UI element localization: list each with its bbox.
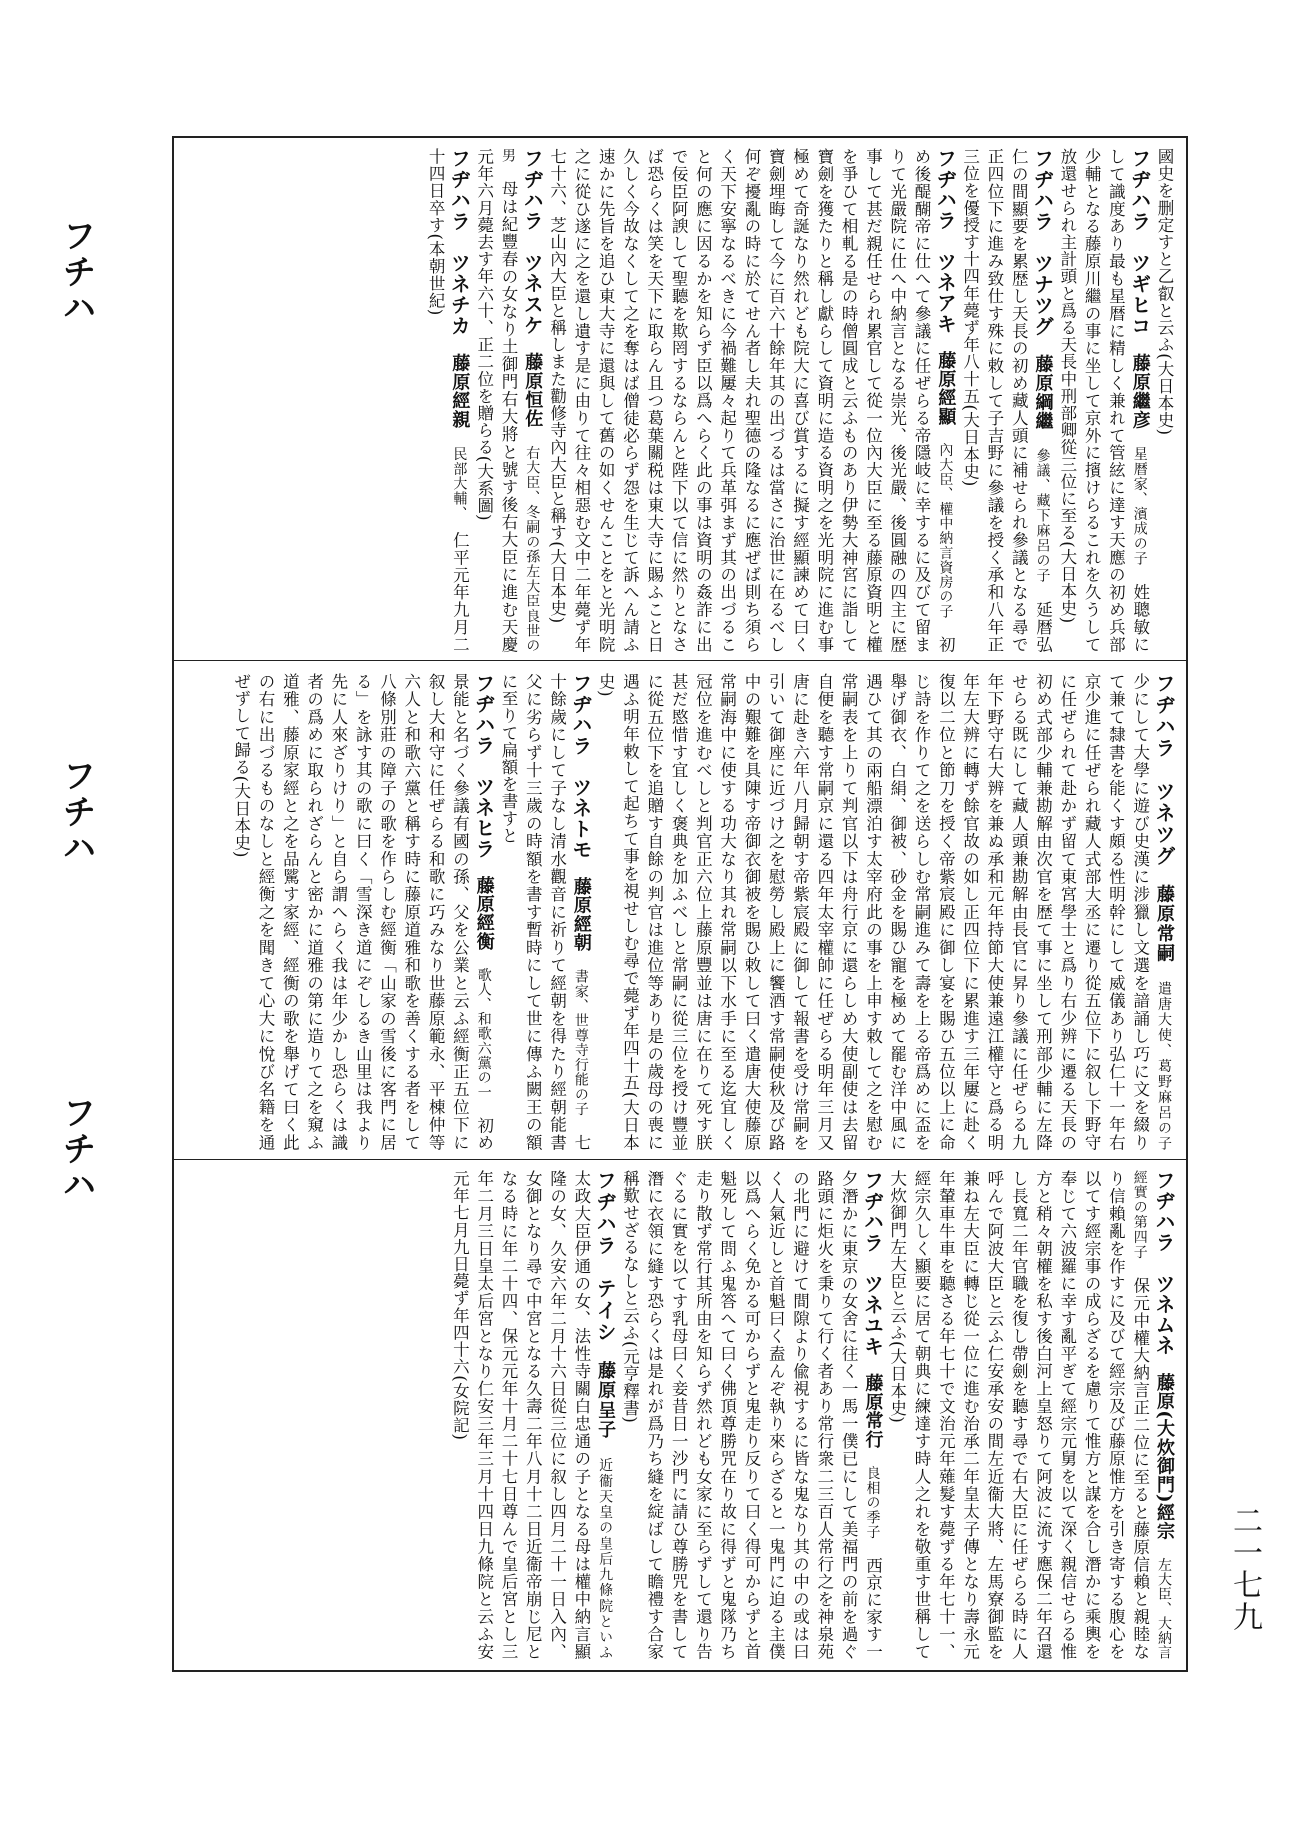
entry-headword: フヂハラ ツネスケ [520,148,545,336]
entry-note: 書家、世尊寺行能の子 [572,969,589,1117]
entry-body: 仁平元年九月二十四日卒す(本朝世紀) [426,148,470,653]
entry-headword: フヂハラ ツナツグ [1030,148,1055,338]
entry-fujiwara-tsuneaki [544,148,957,653]
entry-note: 內大臣、權中納言資房の子 [937,442,954,619]
entry-note: 民部大輔、 [451,446,468,515]
entry-headword: フヂハラ ツネムネ [1152,1170,1176,1356]
entry-body: 保元中權大納言正二位に至ると藤原信賴と親睦なり信賴亂を作すに及びて經宗及び藤原惟方を引き寄する腹心を以てす經宗事の成らざるを慮りて惟方と謀を合し潛かに乘輿を奉じて六波羅に幸す亂平ぎて經宗元舅を以て深く親信せらる惟方と稍々朝權を私す後白河上皇怒りて阿波に流す應保二年召還し長寬二年官職を復し帶劍を聽す尋で右大臣に任ぜらる時に人呼んで阿波大臣と云ふ仁安承安の間左近衞大將、左馬寮御監を兼ね左大臣に轉じ從一位に進む治承二年皇太子傳となり壽永元年輦車牛車を聽さる年七十で文治元年薙髮す薨ずる年七十一、經宗久しく顯要に居て朝典に練達す時人之れを敬重す世稱して大炊御門左大臣と云ふ(大日本史) [887,1170,1150,1660]
entry-headword: フヂハラ ツネツグ [1152,673,1176,867]
entry-name: 藤原呈子 [595,1361,617,1440]
entry-fujiwara-tsunehira [228,673,495,1151]
tier-divider [174,660,1186,661]
entry-fujiwara-tsunesuke [471,148,544,653]
entry-body: 初め後醍醐帝に仕へて參議に任ぜらる帝隱岐に幸するに及びて留まりて光嚴院に仕へ中納言となる崇光、後光嚴、後圓融の四主に歴事して甚だ親任せられ累官して從一位內大臣に至る藤原資明と權を爭ひて相軋る是の時僧圓成と云ふものあり伊勢大神宮に詣して寶劍を獲たりと稱し獻らして資明に造る資明之を光明院に進む事極めて奇誕なり然れども院大に喜び賞するに擬す經顯諫めて曰く寶劍埋晦して今に百六十餘年其の出づるは當さに治世に在るべし何ぞ擾亂の時に於てせん者し夫れ聖德の隆なるに應ぜば則ち須らく天下安寧なるべきに今禍難屢々起りて兵革弭まず其の出づること何の應に因るかを知らず臣以爲へらく此の事は資明の姦詐に出で佞臣阿諛して聖聽を欺罔するならんと陛下以て信に然りとなさば恐らくは笑を天下に取らん且つ葛葉關税は東大寺に賜ふこと日久しく今故なくして之を奪はば僧徒必らず怨を生じて訴へん請ふ速かに先旨を追ひ東大寺に還與して舊の如くせんことをと光明院之に從ひ遂に之を還し遺す是に由りて往々相惡む文中二年薨ず年七十六、芝山內大臣と稱しまた勸修寺內大臣と稱す(大日本史) [547,148,956,653]
entry-fujiwara-tsunatsugu [957,148,1054,653]
tier-middle [184,673,1176,1151]
page-number: 二一七九 [1227,1505,1262,1633]
entry-body: 母は紀豐春の女なり土御門右大將と號す後右大臣に進む天慶元年六月薨去す年六十、正二位を贈らる(大系圖) [474,148,518,653]
margin-header-top: フチハ [56,218,96,326]
entry-name: 藤原綱繼 [1032,354,1054,431]
entry-body: 姓聰敏にして識度あり最も星暦に精しく兼れて管絃に達す天應の初め兵部少輔となる藤原川繼の事に坐して京外に擯けらるこれを久うして放還せられ主計頭と爲る天長中刑部卿從三位に至る(大日本史) [1057,148,1150,653]
entry-name: 藤原經衡 [473,876,495,951]
entry-fujiwara-tsunetsugu [593,673,1176,1151]
entry-headword: フヂハラ ツネヒラ [471,673,496,859]
margin-header-middle: フチハ [56,758,96,866]
entry-headword: フヂハラ ツネアキ [933,148,958,334]
continuation-text: 國史を删定すと乙叡と云ふ(大日本史) [1155,148,1174,436]
entry-name: 藤原經朝 [570,876,592,952]
entry-body: 太政大臣伊通の女、法性寺關白忠通の子となる母は權中納言顯隆の女、久安六年二月十六日從三位に叙し四月二十一日入內、女御となり尋で中宮となる久壽二年八月十二日近衞帝崩じ尼となる時に年二十四、保元元年十月二十七日尊んで皇后宮とし三年二月三日皇太后宮となり仁安三年三月十四日九條院と云ふ安元年七月九日薨ず年四十六(女院記) [450,1170,591,1660]
margin-header-bottom: フチハ [56,1095,96,1203]
entry-fujiwara-tsunetomo [496,673,593,1151]
entry-body: 七十餘歲にして子なし清水觀音に祈りて經朝を得たり經朝能書父に劣らず十三歲の時額を書す暫時にして世に傳ふ闕王の額に至りて扁額を書すと [498,673,591,1151]
entry-fujiwara-tsunemune [884,1170,1176,1660]
entry-name: 藤原常行 [862,1373,884,1449]
entry-body: 少にして大學に遊び史漢に涉獵し文選を諳誦し巧に文を綴りて兼て隸書を能くす頗る性明幹にして威儀あり弘仁十一年右京少進に任ぜられ藏人式部大丞に遷り從五位下に叙し下野守に任ぜられて赴かず留て東宮學士と爲り右少辨に遷る天長の初め式部少輔兼勘解由次官を歴て事に坐して刑部少輔に左降せらる既にして藏人頭兼勘解由長官に昇り參議に任ぜらる九年下野守右大辨を兼ぬ承和元年持節大使兼遠江權守と爲る明年左大辨に轉ず餘官故の如し正四位下に累進す三年屢に赴く復以二位と節刀を授く帝紫宸殿に御し宴を賜ひ五位以上に命じ詩を作りて之を送らしむ常嗣進みて壽を上る帝爲めに盃を舉げ御衣、白絹、御被、砂金を賜ひ寵を極めて罷む洋中風に遇ひて其の兩船漂泊す太宰府此の事を上申す敕して之を慰む常嗣表を上りて判官以下は舟行京に還らしめ大使副使は去留自便を聽す常嗣京に還る四年太宰權帥に任ぜらる明年三月又唐に赴き六年八月歸朝す帝紫宸殿に御して報書を受け常嗣を引いて御座に近づけ之を慰勞し殿上に饗酒す常嗣使秋及び路中の艱難を具陳す帝御衣御被を賜ひ敕して曰く遣唐大使藤原常嗣海中に使する功大なり其れ常嗣以下水手に至る迄宜しく冠位を進むべしと判官正六位上藤原豐並は唐に在りて死す朕甚だ愍惜す宜しく褒典を加ふべしと常嗣に從三位を授け豐並に從五位下を追贈す自餘の判官は進位等あり是の歲母の喪に遇ふ明年敕して起ちて事を視せしむ尋で薨ず年四十五(大日本史) [596,673,1150,1151]
entry-body: 初め景能と名づく參議有國の孫、父を公業と云ふ經衡正五位下に叙し大和守に任ぜらる和歌に巧みなり世藤原範永、平棟仲等六人と和歌六黨と稱す時に藤原道雅和歌を善くする者をして八條別莊の障子の歌を作らしむ經衡「山家の雪後に客門に居る」を詠す其の歌に曰く「雪深き道にぞしるき山里は我より先に人來ざりけり」と自ら謂へらく我は年少かし恐らくは識者の爲めに取られざらんと密かに道雅の第に造りて之を窺ふ道雅、藤原家經と之を品騭す家經、經衡の歌を舉げて曰く此の右に出づるものなしと經衡之を聞きて心大に悅び名籍を通ぜずして歸る(大日本史) [231,673,494,1151]
entry-name: 藤原經顯 [935,351,957,426]
entry-fujiwara-teishi [447,1170,617,1660]
entry-fujiwara-tsunechika [423,148,472,653]
entry-name: 藤原經親 [449,353,471,430]
page-frame [172,136,1188,1672]
tier-top [184,148,1176,653]
tier-divider [174,1159,1186,1160]
entry-fujiwara-tsuneyuki [617,1170,884,1660]
tier-bottom [184,1170,1176,1660]
entry-note: 參議、藏下麻呂の子 [1034,448,1051,584]
entry-name: 藤原(大炊御門)經宗 [1154,1372,1175,1541]
entry-note: 右大臣、冬嗣の孫左大臣良世の男 [499,148,541,653]
entry-headword: フヂハラ テイシ [593,1170,618,1344]
entry-name: 藤原恒佐 [522,352,544,429]
entry-note: 近衞天皇の皇后九條院といふ [597,1457,614,1660]
entry-fujiwara-tsugihiko [1055,148,1152,653]
entry-name: 藤原繼彦 [1129,353,1151,430]
entry-headword: フヂハラ ツネチカ [447,148,472,337]
entry-body: 西京に家す一夕潛かに東京の女舍に往く一馬一僕已にして美福門の前を過ぐ路頭に炬火を秉りて行く者あり常行衆二三百人常行之を神泉苑の北門に避けて間隙より偸視するに皆な鬼なり其の中の或は曰く人氣近しと首魁曰く盍んぞ執り來らざると一鬼門に迫る主僕以爲へらく免かる可からずと鬼走り反りて曰く得可からずと首魁死して問ふ鬼答へて曰く佛頂尊勝咒在り故に得ずと鬼隊乃ち走り散ず常行其所由を知らず然れども女家に至らずして還り告ぐるに實を以てす乳母曰く妾昔日一沙門に請ひ尊勝咒を書して潛に衣領に縫す恐らくは是れが爲乃ち縫を綻ばして瞻禮す合家稱歎せざるなしと云ふ(元亨釋書) [620,1170,883,1660]
entry-name: 藤原常嗣 [1154,884,1175,963]
entry-body: 延暦弘仁の間顯要を累歴し天長の初め藏人頭に補せられ參議となる尋で正四位下に進み致仕す殊に敕して子吉野に參議を授く承和八年正三位を優授す十四年薨ず年八十五(大日本史) [960,148,1053,653]
entry-note: 歌人、和歌六黨の一 [475,967,492,1100]
entry-headword: フヂハラ ツネトモ [568,673,593,860]
entry-note: 良相の季子 [864,1465,881,1540]
entry-headword: フヂハラ ツネユキ [860,1170,885,1357]
entry-note: 左大臣、大納言經實の第四子 [1131,1170,1172,1660]
entry-headword: フヂハラ ツギヒコ [1127,148,1152,337]
entry-note: 星暦家、濱成の子 [1131,446,1148,567]
entry-note: 遣唐大使、葛野麻呂の子 [1156,981,1172,1151]
